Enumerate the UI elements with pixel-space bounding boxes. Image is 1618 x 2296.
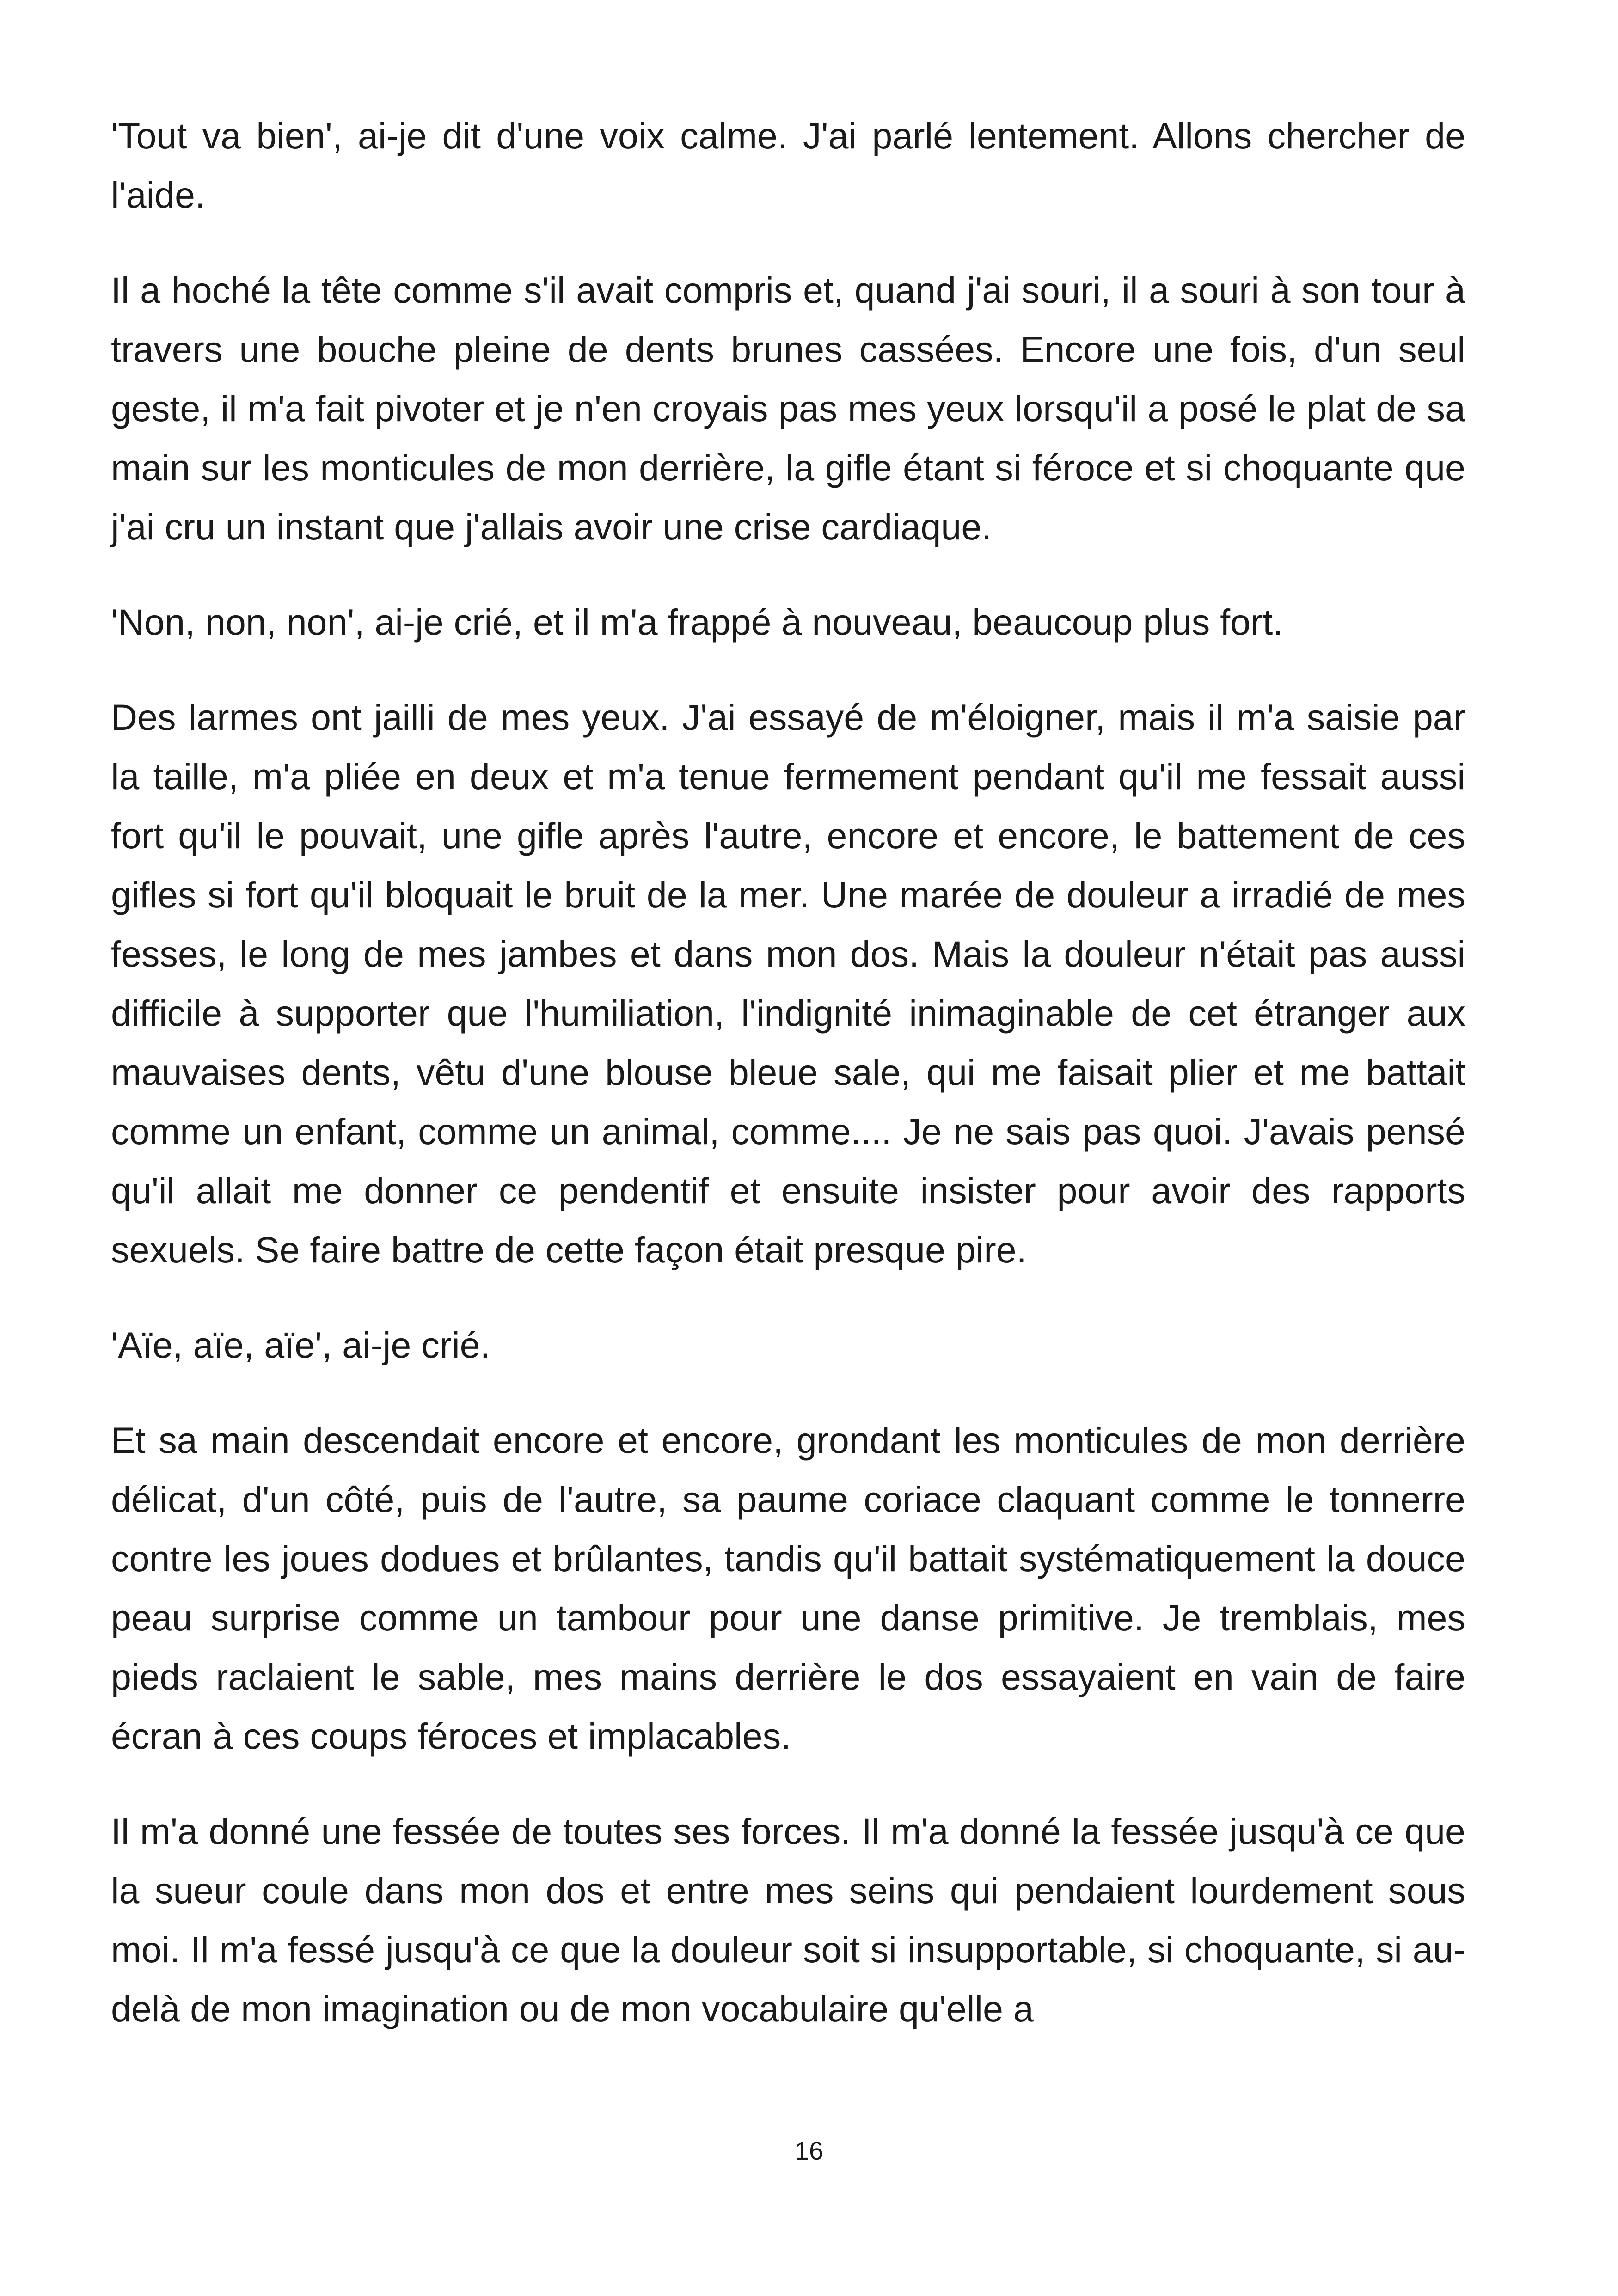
paragraph-4: Des larmes ont jailli de mes yeux. J'ai essayé de m'éloigner, mais il m'a saisie par la taille, m'a pliée en deux et m'a tenue fermement pendant qu'il me fessait aussi fort qu'il le pouvait, une gifle après l'autre, encore et encore, le battement de ces gifles si fort qu'il bloquait le bruit de la mer. Une marée de douleur a irradié de mes fesses, le long de mes jambes et dans mon dos. Mais la douleur n'était pas aussi difficile à supporter que l'humiliation, l'indignité inimaginable de cet étranger aux mauvaises dents, vêtu d'une blouse bleue sale, qui me faisait plier et me battait comme un enfant, comme un animal, comme.... Je ne sais pas quoi. J'avais pensé qu'il allait me donner ce pendentif et ensuite insister pour avoir des rapports sexuels. Se faire battre de cette façon était presque pire.	[111, 697, 1465, 1270]
paragraph-2: Il a hoché la tête comme s'il avait compris et, quand j'ai souri, il a souri à son tour à travers une bouche pleine de dents brunes cassées. Encore une fois, d'un seul geste, il m'a fait pivoter et je n'en croyais pas mes yeux lorsqu'il a posé le plat de sa main sur les monticules de mon derrière, la gifle étant si féroce et si choquante que j'ai cru un instant que j'allais avoir une crise cardiaque.	[111, 269, 1465, 547]
paragraph-7: Il m'a donné une fessée de toutes ses forces. Il m'a donné la fessée jusqu'à ce que la sueur coule dans mon dos et entre mes seins qui pendaient lourdement sous moi. Il m'a fessé jusqu'à ce que la douleur soit si insupportable, si choquante, si au-delà de mon imagination ou de mon vocabulaire qu'elle a	[111, 1811, 1465, 2029]
paragraph-6: Et sa main descendait encore et encore, grondant les monticules de mon derrière délicat, d'un côté, puis de l'autre, sa paume coriace claquant comme le tonnerre contre les joues dodues et brûlantes, tandis qu'il battait systématiquement la douce peau surprise comme un tambour pour une danse primitive. Je tremblais, mes pieds raclaient le sable, mes mains derrière le dos essayaient en vain de faire écran à ces coups féroces et implacables.	[111, 1420, 1465, 1757]
paragraph-1: 'Tout va bien', ai-je dit d'une voix calme. J'ai parlé lentement. Allons chercher de l'aide.	[111, 115, 1465, 215]
page-number: 16	[794, 2136, 824, 2165]
body-text	[111, 106, 1465, 2075]
paragraph-5: 'Aïe, aïe, aïe', ai-je crié.	[111, 1324, 490, 1365]
paragraph-3: 'Non, non, non', ai-je crié, et il m'a frappé à nouveau, beaucoup plus fort.	[111, 601, 1283, 643]
